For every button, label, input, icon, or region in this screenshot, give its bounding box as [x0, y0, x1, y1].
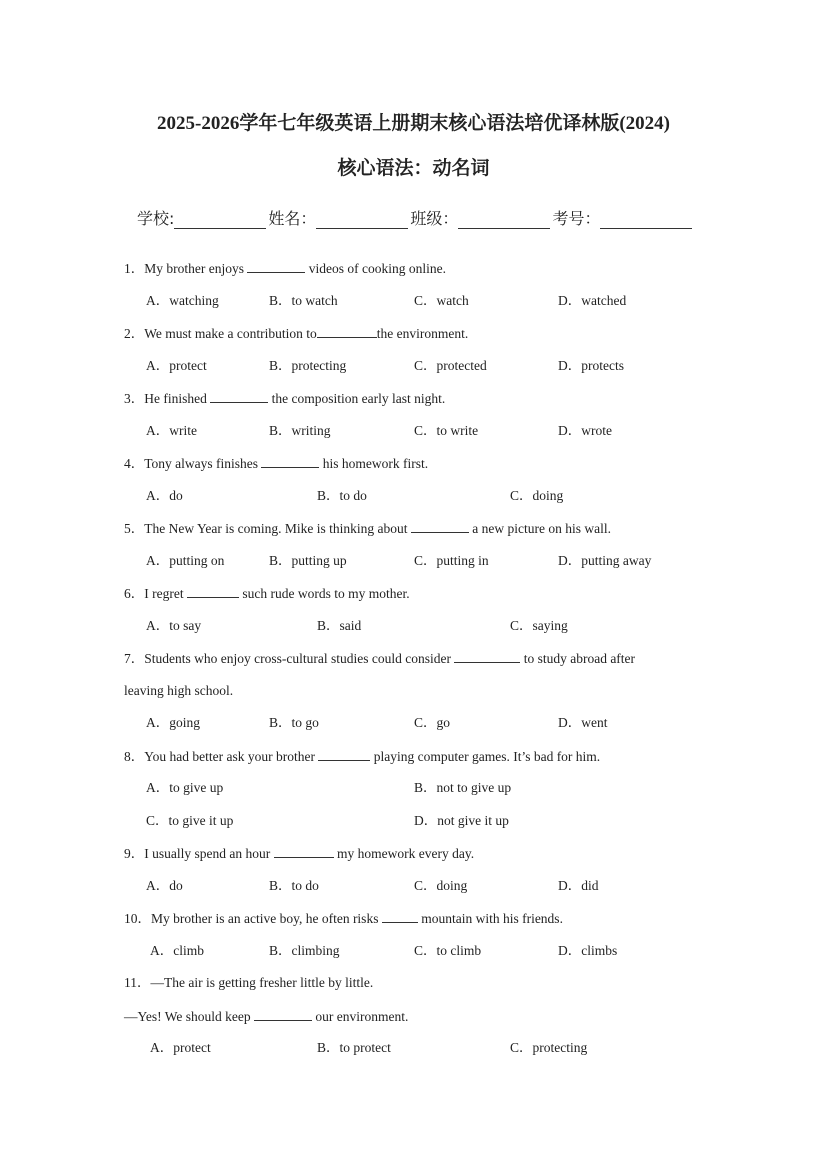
- class-blank[interactable]: [458, 210, 550, 229]
- name-label: 姓名：: [268, 209, 317, 228]
- question-number: 10．: [124, 911, 151, 926]
- option-a[interactable]: A．putting on: [146, 553, 225, 568]
- question-text: playing computer games. It’s bad for him.: [370, 749, 601, 764]
- question-text: I usually spend an hour: [144, 846, 274, 861]
- school-label: 学校:: [137, 209, 175, 228]
- option-c[interactable]: C．putting in: [414, 553, 489, 568]
- school-blank[interactable]: [174, 210, 266, 229]
- option-a[interactable]: A．protect: [150, 1040, 211, 1055]
- option-b[interactable]: B．protecting: [269, 358, 347, 373]
- question-text: to study abroad after: [520, 651, 636, 666]
- question-text: I regret: [144, 586, 187, 601]
- answer-blank[interactable]: [261, 453, 319, 468]
- option-b[interactable]: B．to do: [269, 878, 319, 893]
- option-d[interactable]: D．watched: [558, 293, 627, 308]
- answer-blank[interactable]: [210, 388, 268, 403]
- answer-blank[interactable]: [317, 323, 377, 338]
- question-number: 1．: [124, 261, 145, 276]
- question-number: 9．: [124, 846, 145, 861]
- question-2: [124, 323, 468, 344]
- answer-blank[interactable]: [318, 746, 370, 761]
- option-d[interactable]: D．protects: [558, 358, 624, 373]
- answer-blank[interactable]: [382, 908, 418, 923]
- question-6: [124, 583, 410, 604]
- question-text: such rude words to my mother.: [238, 586, 410, 601]
- question-11-reply: [124, 1006, 408, 1027]
- question-number: 2．: [124, 326, 145, 341]
- question-text: our environment.: [312, 1009, 409, 1024]
- option-b[interactable]: B．not to give up: [414, 780, 512, 795]
- question-text: a new picture on his wall.: [468, 521, 611, 536]
- question-5: [124, 518, 611, 539]
- question-text: My brother enjoys: [144, 261, 248, 276]
- option-d[interactable]: D．did: [558, 878, 599, 893]
- answer-blank[interactable]: [254, 1006, 312, 1021]
- student-info-line: [137, 206, 694, 229]
- answer-blank[interactable]: [187, 583, 239, 598]
- question-number: 6．: [124, 586, 145, 601]
- option-b[interactable]: B．to protect: [317, 1040, 391, 1055]
- document-subtitle: 核心语法：动名词: [337, 158, 490, 179]
- option-c[interactable]: C．protected: [414, 358, 487, 373]
- answer-blank[interactable]: [454, 648, 520, 663]
- class-label: 班级：: [410, 209, 459, 228]
- option-d[interactable]: D．not give it up: [414, 813, 509, 828]
- option-c[interactable]: C．saying: [510, 618, 568, 633]
- option-b[interactable]: B．to watch: [269, 293, 338, 308]
- question-text: the composition early last night.: [268, 391, 446, 406]
- option-b[interactable]: B．writing: [269, 423, 331, 438]
- question-1: [124, 258, 446, 279]
- question-text: my homework every day.: [333, 846, 475, 861]
- option-d[interactable]: D．wrote: [558, 423, 612, 438]
- option-b[interactable]: B．climbing: [269, 943, 340, 958]
- question-text: the environment.: [376, 326, 469, 341]
- answer-blank[interactable]: [274, 843, 334, 858]
- option-c[interactable]: C．to give it up: [146, 813, 234, 828]
- name-blank[interactable]: [316, 210, 408, 229]
- option-a[interactable]: A．write: [146, 423, 197, 438]
- option-c[interactable]: C．go: [414, 715, 451, 730]
- question-text: videos of cooking online.: [305, 261, 446, 276]
- option-d[interactable]: D．climbs: [558, 943, 618, 958]
- question-3: [124, 388, 445, 409]
- question-text: My brother is an active boy, he often risks: [151, 911, 382, 926]
- option-a[interactable]: A．watching: [146, 293, 219, 308]
- question-number: 7．: [124, 651, 145, 666]
- option-a[interactable]: A．going: [146, 715, 200, 730]
- option-c[interactable]: C．doing: [510, 488, 564, 503]
- question-text: Tony always finishes: [144, 456, 262, 471]
- question-text: You had better ask your brother: [144, 749, 319, 764]
- question-9: [124, 843, 474, 864]
- option-b[interactable]: B．to go: [269, 715, 319, 730]
- option-a[interactable]: A．to give up: [146, 780, 224, 795]
- question-number: 8．: [124, 749, 145, 764]
- option-b[interactable]: B．said: [317, 618, 362, 633]
- question-7-continuation: leaving high school.: [124, 683, 234, 698]
- option-a[interactable]: A．to say: [146, 618, 202, 633]
- option-a[interactable]: A．climb: [150, 943, 204, 958]
- question-text: —The air is getting fresher little by little.: [150, 975, 374, 990]
- question-8: [124, 746, 600, 767]
- question-number: 4．: [124, 456, 145, 471]
- question-number: 3．: [124, 391, 145, 406]
- option-a[interactable]: A．do: [146, 878, 183, 893]
- question-11: [124, 973, 373, 993]
- answer-blank[interactable]: [411, 518, 469, 533]
- question-text: his homework first.: [319, 456, 429, 471]
- option-c[interactable]: C．to climb: [414, 943, 482, 958]
- question-text: We must make a contribution to: [144, 326, 317, 341]
- option-c[interactable]: C．watch: [414, 293, 469, 308]
- exam-number-blank[interactable]: [600, 210, 692, 229]
- option-b[interactable]: B．to do: [317, 488, 367, 503]
- option-c[interactable]: C．to write: [414, 423, 479, 438]
- question-text: Students who enjoy cross-cultural studies could consider: [144, 651, 455, 666]
- question-number: 5．: [124, 521, 145, 536]
- answer-blank[interactable]: [247, 258, 305, 273]
- question-text: —Yes! We should keep: [124, 1009, 255, 1024]
- question-text: mountain with his friends.: [417, 911, 563, 926]
- question-number: 11．: [124, 975, 151, 990]
- question-text: He finished: [144, 391, 211, 406]
- option-b[interactable]: B．putting up: [269, 553, 347, 568]
- option-c[interactable]: C．doing: [414, 878, 468, 893]
- question-4: [124, 453, 428, 474]
- option-c[interactable]: C．protecting: [510, 1040, 588, 1055]
- option-a[interactable]: A．protect: [146, 358, 207, 373]
- exam-number-label: 考号：: [552, 209, 601, 228]
- option-d[interactable]: D．putting away: [558, 553, 652, 568]
- question-10: [124, 908, 563, 929]
- option-a[interactable]: A．do: [146, 488, 183, 503]
- option-d[interactable]: D．went: [558, 715, 608, 730]
- question-text: The New Year is coming. Mike is thinking about: [144, 521, 411, 536]
- question-7: [124, 648, 635, 669]
- document-title: 2025-2026学年七年级英语上册期末核心语法培优译林版(2024): [157, 113, 670, 134]
